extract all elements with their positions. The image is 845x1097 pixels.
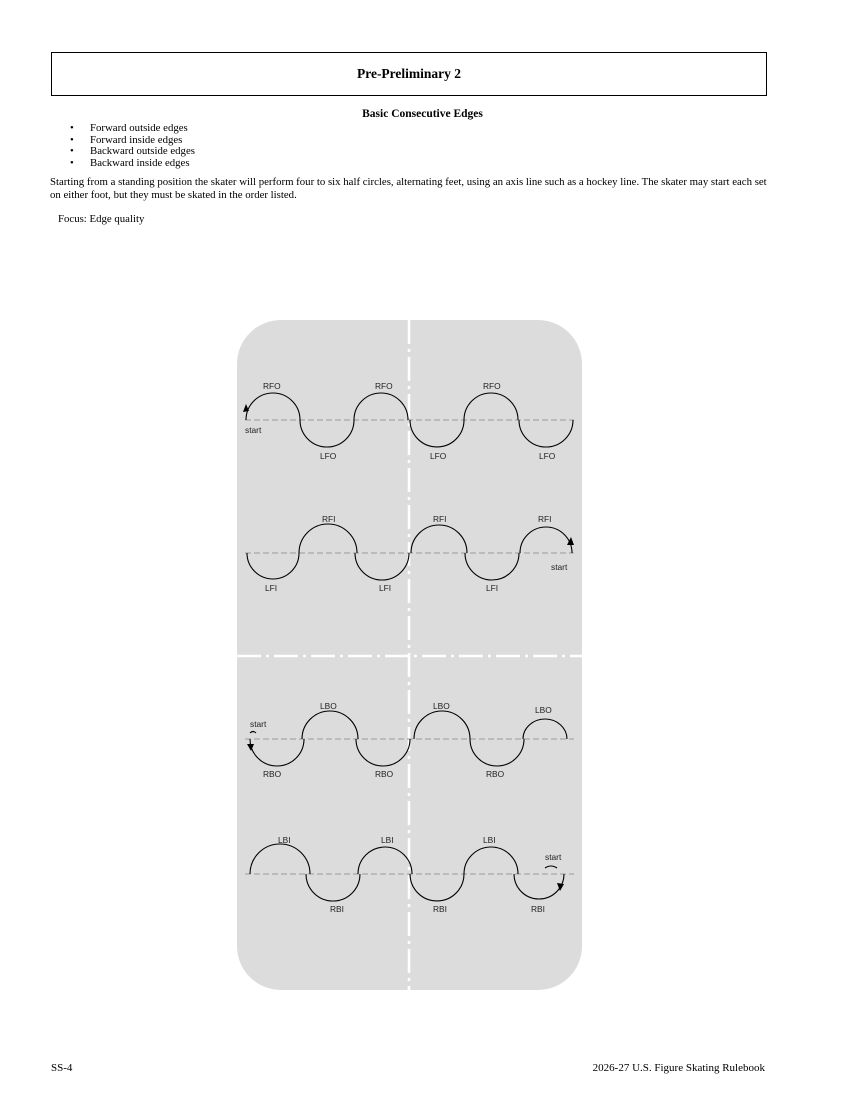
edge-label: RFO — [375, 381, 393, 391]
list-item: • Backward inside edges — [68, 158, 195, 170]
edge-label: LBI — [381, 835, 394, 845]
edge-label: LBO — [433, 701, 450, 711]
start-label: start — [551, 562, 568, 572]
edge-label: LBI — [483, 835, 496, 845]
edge-label: RBI — [330, 904, 344, 914]
edge-label: RBO — [263, 769, 282, 779]
page-title: Pre-Preliminary 2 — [356, 66, 462, 81]
edge-label: RBO — [486, 769, 505, 779]
edge-label: LBI — [278, 835, 291, 845]
edge-label: LFO — [320, 451, 337, 461]
edge-label: RFO — [263, 381, 281, 391]
page-number: SS-4 — [51, 1062, 73, 1074]
edge-label: LFO — [539, 451, 556, 461]
edge-label: RBI — [531, 904, 545, 914]
edge-label: LBO — [320, 701, 337, 711]
edge-label: RFI — [322, 514, 336, 524]
description-paragraph: Starting from a standing position the skater will perform four to six half circles, alternating feet, using an axis line such as a hockey line. The skater may start each set on either foot, but they must be skated in the order listed. — [50, 176, 767, 201]
edge-label: RBO — [375, 769, 394, 779]
edge-label: LFO — [430, 451, 447, 461]
focus-note: Focus: Edge quality — [58, 213, 145, 225]
start-label: start — [250, 719, 267, 729]
edge-label: LBO — [535, 705, 552, 715]
edge-label: RFI — [538, 514, 552, 524]
section-title: Basic Consecutive Edges — [362, 108, 483, 120]
edge-label: LFI — [379, 583, 392, 593]
list-item: • Backward outside edges — [68, 146, 195, 158]
edge-label: RBI — [433, 904, 447, 914]
start-label: start — [545, 852, 562, 862]
edge-label: LFI — [265, 583, 278, 593]
list-item: • Forward outside edges — [68, 123, 195, 135]
edge-label: RFO — [483, 381, 501, 391]
edge-label: LFI — [486, 583, 499, 593]
start-label: start — [245, 425, 262, 435]
list-item: • Forward inside edges — [68, 135, 195, 147]
edge-label: RFI — [433, 514, 447, 524]
footer-title: 2026-27 U.S. Figure Skating Rulebook — [592, 1062, 765, 1074]
